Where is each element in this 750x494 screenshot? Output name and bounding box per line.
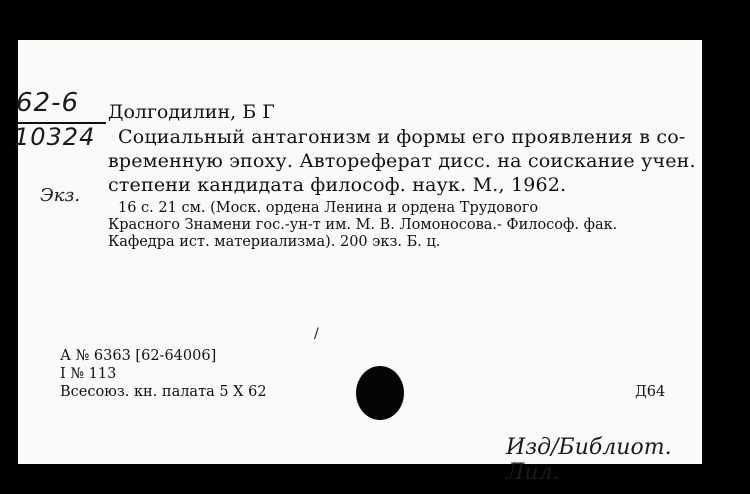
book-chamber-stamp: Всесоюз. кн. палата 5 X 62: [60, 384, 267, 400]
title-line-1: Социальный антагонизм и формы его проявления в со-: [118, 126, 686, 148]
collation-line-3: Кафедра ист. материализма). 200 экз. Б. ц.: [108, 234, 441, 250]
punch-hole: [356, 366, 404, 420]
shelf-mark-top: 62-6: [16, 88, 80, 118]
collation-line-2: Красного Знамени гос.-ун-т им. М. В. Ломоносова.- Философ. фак.: [108, 217, 618, 233]
shelf-mark-bottom: 10324: [14, 123, 96, 151]
pen-mark: /: [314, 326, 319, 342]
handwritten-signature: Изд/Библиот. Лил.: [506, 435, 672, 485]
title-line-2: временную эпоху. Автореферат дисс. на соискание учен.: [108, 150, 696, 172]
handwritten-initial: Экз.: [40, 185, 81, 206]
catalog-card: [14, 40, 702, 485]
author-heading: Долгодилин, Б Г: [108, 101, 275, 123]
index-number: I № 113: [60, 366, 117, 382]
title-line-3: степени кандидата философ. наук. М., 1962.: [108, 174, 567, 196]
accession-number: А № 6363 [62-64006]: [60, 348, 217, 364]
collation-line-1: 16 с. 21 см. (Моск. ордена Ленина и ордена Трудового: [118, 200, 539, 216]
classification-code: Д64: [635, 384, 666, 400]
